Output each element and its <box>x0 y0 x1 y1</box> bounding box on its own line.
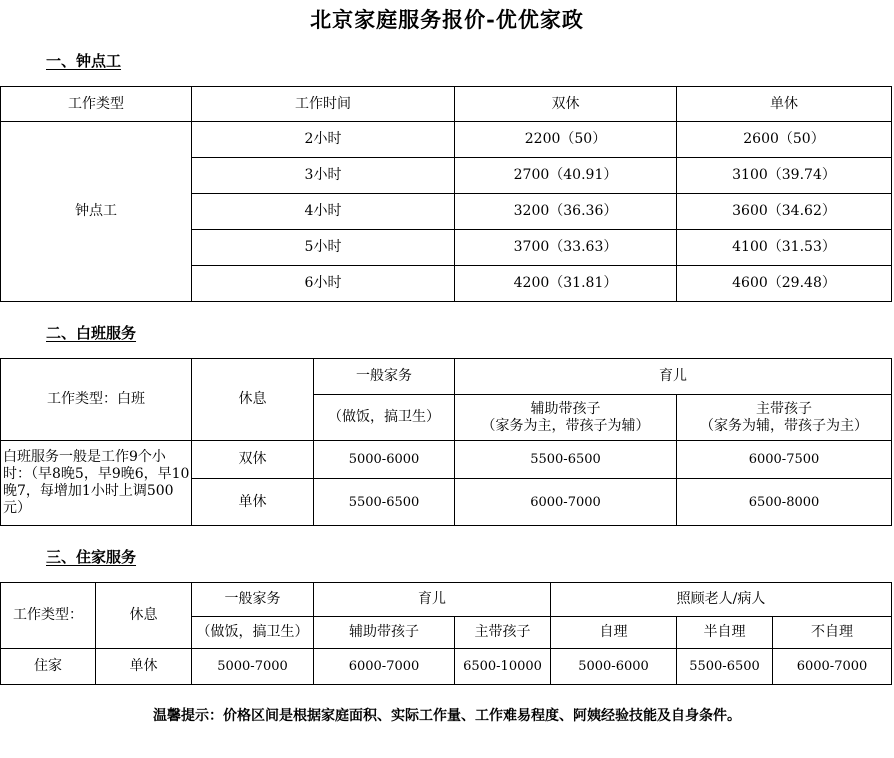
assist-title: 辅助带孩子 <box>530 400 601 417</box>
cell-double: 3700（33.63） <box>455 230 677 266</box>
table-row <box>1 649 892 685</box>
header-assist-childcare <box>455 395 677 441</box>
cell-single: 4600（29.48） <box>677 266 892 302</box>
cell-main: 6500-8000 <box>677 479 892 526</box>
section-heading-daytime: 二、白班服务 <box>46 324 137 342</box>
cell-assist: 6000-7000 <box>455 479 677 526</box>
table-row <box>1 441 892 479</box>
header-elder-care: 照顾老人/病人 <box>551 583 892 617</box>
cell-assist: 6000-7000 <box>314 649 455 685</box>
cell-single: 3100（39.74） <box>677 158 892 194</box>
header-rest: 休息 <box>192 359 314 441</box>
header-work-type: 工作类型 <box>1 87 192 122</box>
header-housework: 一般家务 <box>314 359 455 395</box>
header-work-time: 工作时间 <box>192 87 455 122</box>
header-single-rest: 单休 <box>677 87 892 122</box>
header-housework-detail: （做饭，搞卫生） <box>314 395 455 441</box>
cell-self: 5000-6000 <box>551 649 677 685</box>
cell-main: 6500-10000 <box>455 649 551 685</box>
cell-single: 3600（34.62） <box>677 194 892 230</box>
main-title: 主带孩子 <box>756 400 812 417</box>
cell-housework: 5000-7000 <box>192 649 314 685</box>
cell-time: 3小时 <box>192 158 455 194</box>
header-work-type-livein: 工作类型： <box>1 583 96 649</box>
section-heading-hourly: 一、钟点工 <box>46 52 122 70</box>
livein-price-table <box>0 582 892 685</box>
header-main-livein: 主带孩子 <box>455 617 551 649</box>
hourly-price-table <box>0 86 892 302</box>
cell-time: 2小时 <box>192 122 455 158</box>
header-childcare-livein: 育儿 <box>314 583 551 617</box>
hourly-type-cell: 钟点工 <box>1 122 192 302</box>
header-childcare: 育儿 <box>455 359 892 395</box>
daytime-price-table <box>0 358 892 526</box>
section-heading-livein: 三、住家服务 <box>46 548 137 566</box>
cell-assist: 5500-6500 <box>455 441 677 479</box>
assist-detail: （家务为主，带孩子为辅） <box>481 417 650 434</box>
cell-type: 住家 <box>1 649 96 685</box>
cell-double: 2700（40.91） <box>455 158 677 194</box>
cell-single: 4100（31.53） <box>677 230 892 266</box>
table-row <box>1 122 892 158</box>
cell-rest: 单休 <box>192 479 314 526</box>
cell-time: 6小时 <box>192 266 455 302</box>
header-self-care: 自理 <box>551 617 677 649</box>
header-work-type-daytime: 工作类型：白班 <box>1 359 192 441</box>
cell-rest: 双休 <box>192 441 314 479</box>
cell-housework: 5000-6000 <box>314 441 455 479</box>
header-main-childcare <box>677 395 892 441</box>
header-assist-livein: 辅助带孩子 <box>314 617 455 649</box>
cell-main: 6000-7500 <box>677 441 892 479</box>
daytime-note: 白班服务一般是工作9个小时：（早8晚5，早9晚6，早10晚7，每增加1小时上调500元） <box>1 441 192 526</box>
header-non-self-care: 不自理 <box>773 617 892 649</box>
cell-time: 4小时 <box>192 194 455 230</box>
cell-non: 6000-7000 <box>773 649 892 685</box>
header-housework-livein: 一般家务 <box>192 583 314 617</box>
cell-rest: 单休 <box>96 649 192 685</box>
page-title: 北京家庭服务报价-优优家政 <box>310 7 584 32</box>
header-rest-livein: 休息 <box>96 583 192 649</box>
cell-double: 3200（36.36） <box>455 194 677 230</box>
cell-semi: 5500-6500 <box>677 649 773 685</box>
header-housework-detail-livein: （做饭，搞卫生） <box>192 617 314 649</box>
cell-double: 4200（31.81） <box>455 266 677 302</box>
warm-tip: 温馨提示：价格区间是根据家庭面积、实际工作量、工作难易程度、阿姨经验技能及自身条件。 <box>153 708 741 724</box>
cell-single: 2600（50） <box>677 122 892 158</box>
cell-double: 2200（50） <box>455 122 677 158</box>
cell-time: 5小时 <box>192 230 455 266</box>
header-double-rest: 双休 <box>455 87 677 122</box>
cell-housework: 5500-6500 <box>314 479 455 526</box>
header-semi-self-care: 半自理 <box>677 617 773 649</box>
main-detail: （家务为辅，带孩子为主） <box>700 417 868 434</box>
